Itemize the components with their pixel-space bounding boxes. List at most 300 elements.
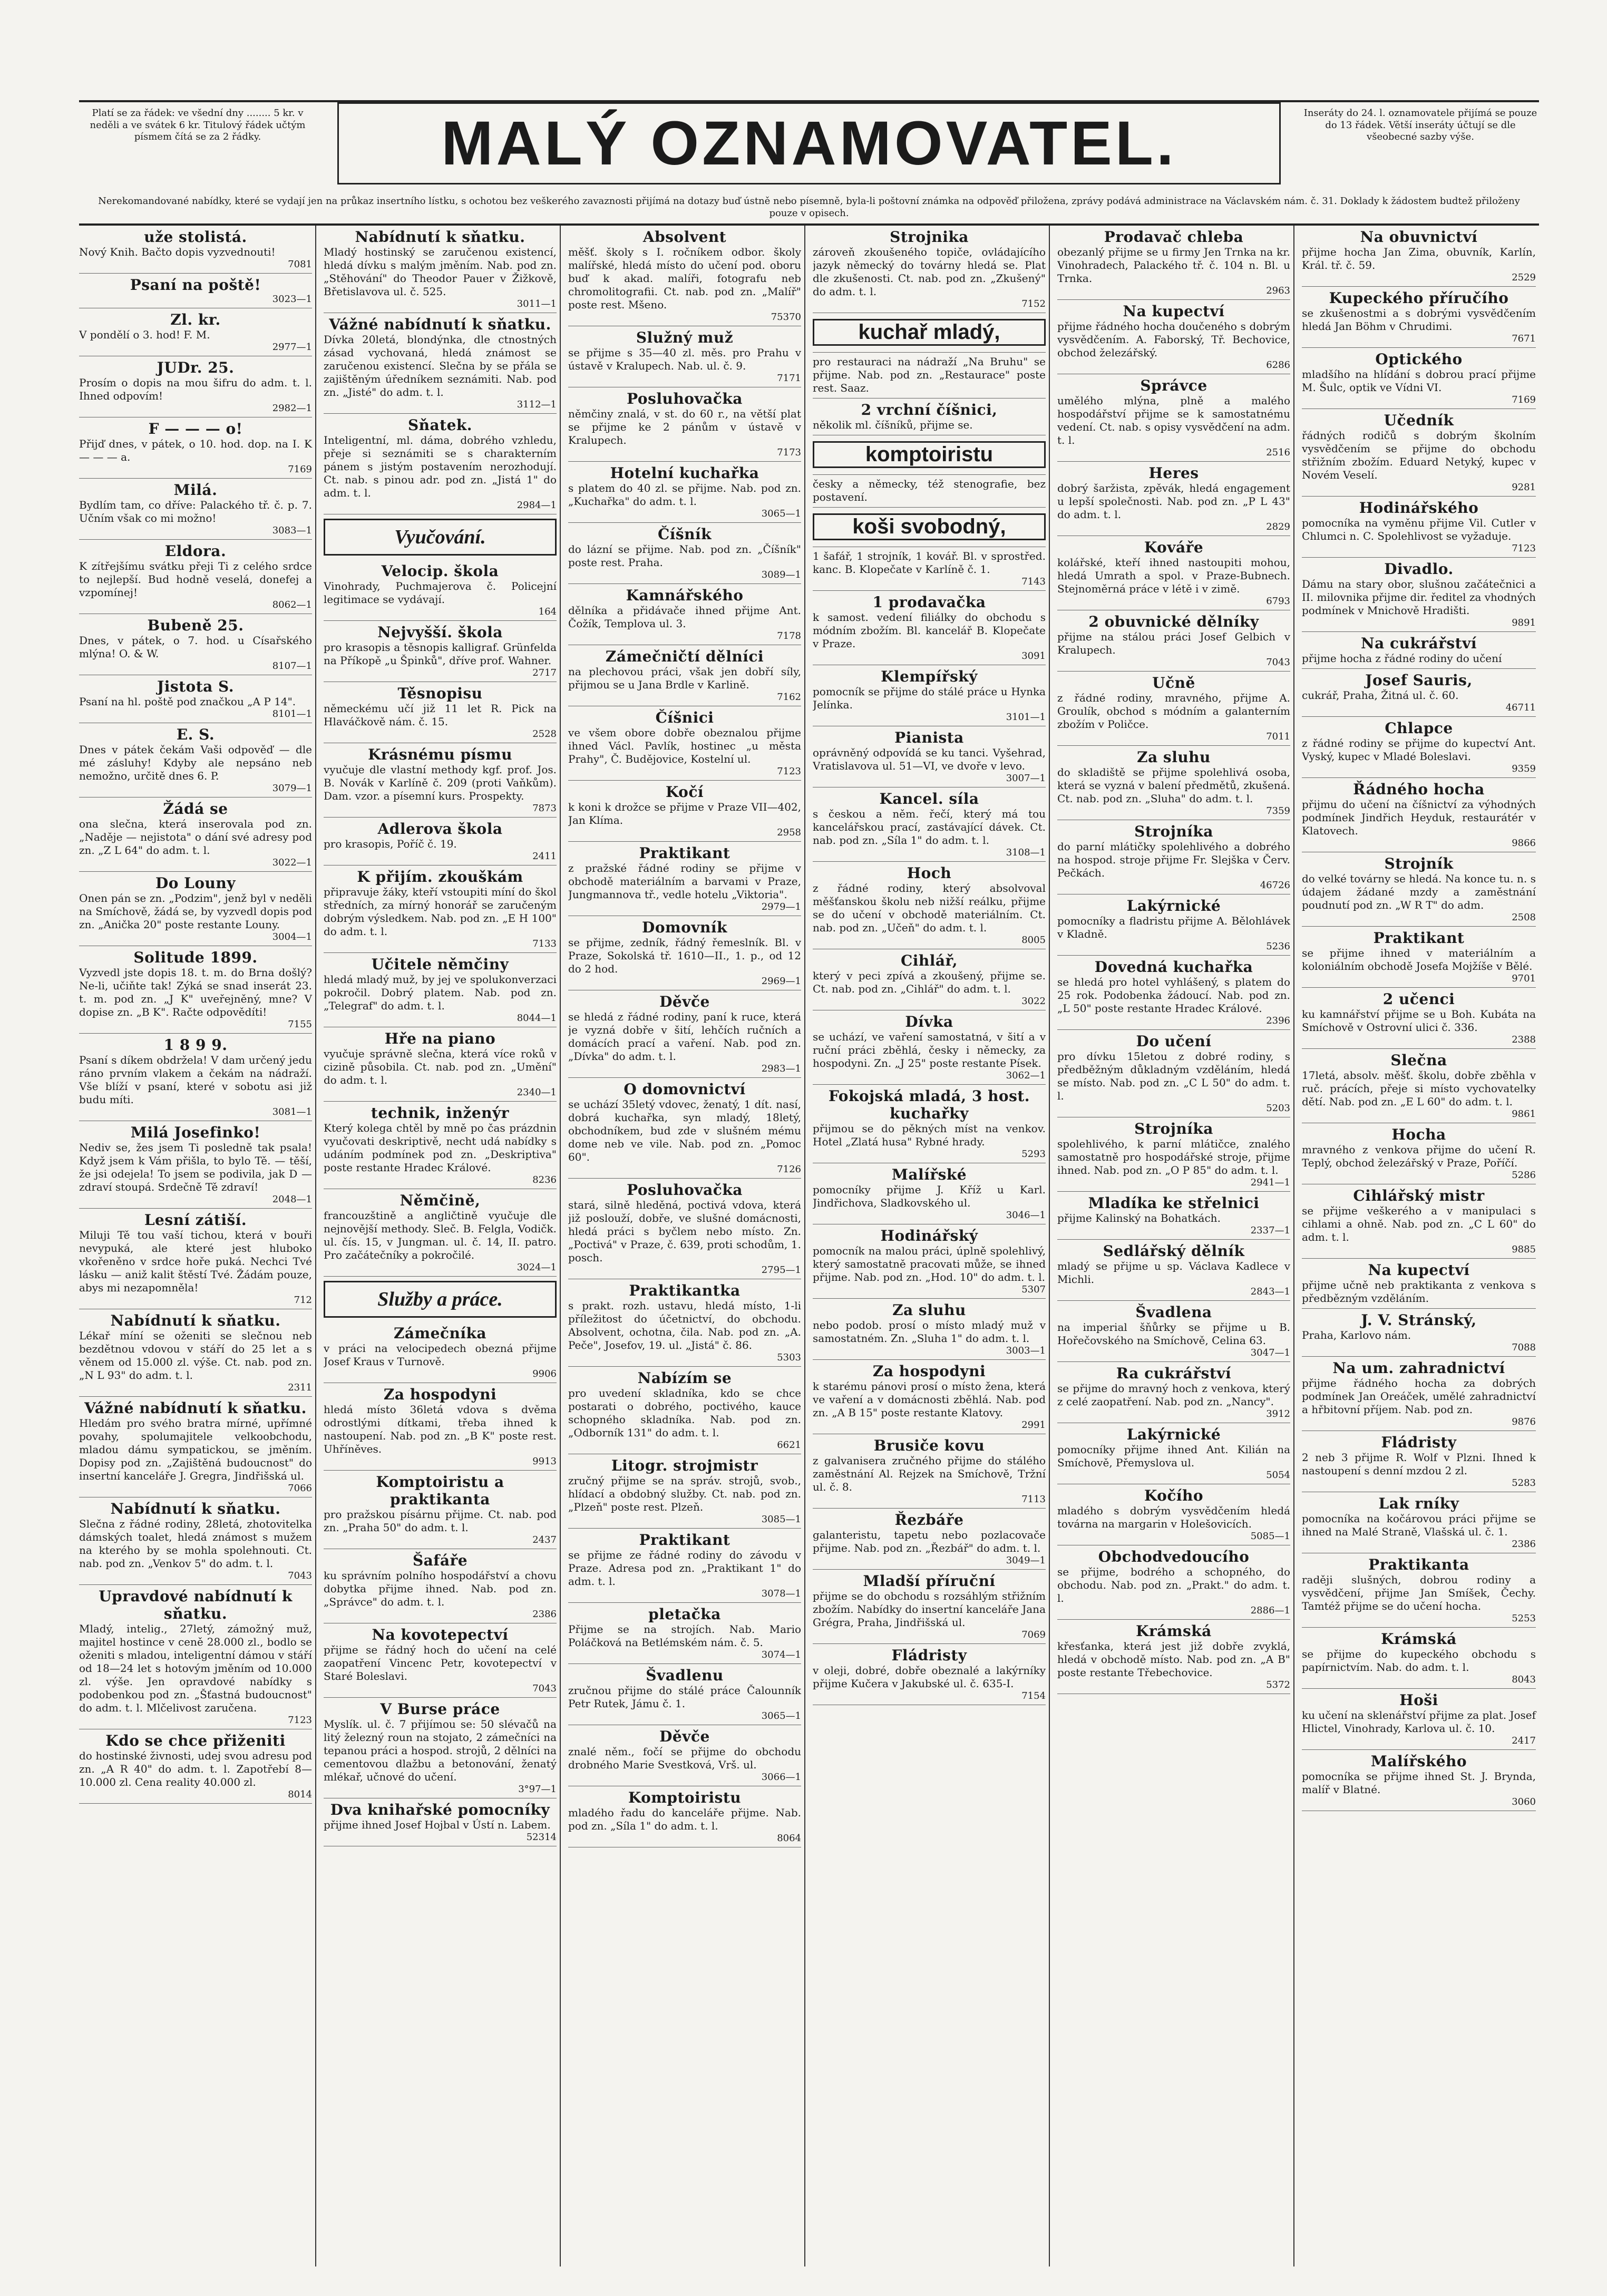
ad-code: 2979—1 [761, 901, 801, 912]
classified-ad [79, 675, 312, 723]
classified-ad [79, 1497, 312, 1585]
ad-text: pomocníky a fladristu přijme A. Bělohlávek v Kladně. [1057, 914, 1290, 940]
ad-headline: Brusiče kovu [873, 1437, 985, 1454]
ad-code: 7143 [1021, 576, 1046, 587]
classified-ad [1057, 226, 1290, 300]
ad-code: 3022 [1021, 996, 1046, 1007]
ad-text: Nediv se, žes jsem Ti posledně tak psala! Když jsem k Vám přišla, to bylo Tě. — těší, že jsi odejela! To jsem se podivila, jak D — zdraví stoupá. Srdečně Tě zdraví! [79, 1141, 312, 1193]
ad-headline: Praktikanta [1368, 1556, 1469, 1573]
ad-headline: Hodinářského [1359, 499, 1479, 517]
ad-text: s českou a něm. řečí, který má tou kancelářskou prací, zastávající dávek. Ct. nab. pod zn. „Síla 1" do adm. t. l. [813, 808, 1046, 847]
classified-ad [324, 560, 557, 621]
classified-ad [568, 326, 801, 387]
ad-headline: Do učení [1136, 1033, 1212, 1050]
ad-headline: Kočího [1144, 1487, 1204, 1504]
ad-code: 3065—1 [761, 508, 801, 519]
ad-headline: JUDr. 25. [157, 359, 235, 376]
ad-headline: Josef Sauris, [1365, 672, 1473, 689]
ad-text: přijme se do obchodu s rozsáhlým střižním zbožím. Nabídky do insertní kanceláře Jana Grégra, Praha, Jindřišská ul. [813, 1590, 1046, 1629]
ad-text: Bydlím tam, co dříve: Palackého tř. č. p. 7. Učním však co mi možno! [79, 499, 312, 524]
ad-headline: Praktikantka [629, 1282, 741, 1299]
ad-headline: Lakýrnické [1126, 1426, 1221, 1443]
ad-code: 7154 [1021, 1690, 1046, 1701]
ad-headline: Klempířský [881, 668, 978, 685]
classified-ad [324, 1549, 557, 1623]
classified-ad [1057, 1240, 1290, 1301]
classified-ad [813, 475, 1046, 508]
classified-ad [1057, 1030, 1290, 1117]
ad-code: 75370 [771, 312, 801, 323]
ad-text: Psaní s díkem obdržela! V dam určený jedu ráno prvním vlakem a čekám na nádraží. Vše blíží v psaní, které v sobotu asi již budu míti. [79, 1054, 312, 1106]
classified-ad [324, 1698, 557, 1798]
ad-code: 8107—1 [272, 660, 312, 672]
ad-headline: Hoch [907, 864, 952, 882]
classified-ad [324, 1623, 557, 1698]
ad-text: vyučuje dle vlastní methody kgf. prof. Jos. B. Novák v Karlíně č. 209 (proti Vaňkům). Dam. vzor. a písemní kurs. Prospekty. [324, 763, 557, 802]
ad-text: česky a německy, též stenografie, bez postavení. [813, 478, 1046, 503]
ad-code: 7011 [1266, 731, 1290, 742]
ad-headline: Na obuvnictví [1360, 228, 1478, 246]
ad-headline: Švadlenu [646, 1667, 724, 1684]
classified-ad [1302, 927, 1536, 988]
ad-headline: Slečna [1390, 1052, 1447, 1069]
ad-code: 5293 [1021, 1149, 1046, 1160]
ad-text: Myslík. ul. č. 7 přijímou se: 50 slévačů na litý železný roun na stojato, 2 zámečníci na tepanou práci a hospod. strojů, 2 dělníci na cementovou dlažbu a betonování, ženatý mlékař, učnové do učení. [324, 1718, 557, 1783]
ad-code: 9913 [532, 1456, 557, 1467]
ad-text: Mladý, intelig., 27letý, zámožný muž, majitel hostince v ceně 28.000 zl., bodlo se oženiti s mladou, inteligentní dámou v stáří od 18—24 let s hotovým jměním od 10.000 zl. výše. Jen opravdové nabídky s podobenkou pod zn. „Šťastná budoucnost" do adm. t. l. Mlčelivost zaručena. [79, 1622, 312, 1714]
ad-headline: Praktikant [639, 1531, 731, 1549]
ad-code: 2396 [1266, 1015, 1290, 1026]
ad-headline: Za hospodyni [383, 1386, 497, 1403]
ad-text: němčiny znalá, v st. do 60 r., na větší plat se přijme ke 2 pánům v ústavě v Kralupech. [568, 407, 801, 446]
classified-ad [1057, 1192, 1290, 1240]
ad-code: 3079—1 [272, 783, 312, 794]
ad-code: 3004—1 [272, 931, 312, 942]
ad-code: 164 [538, 606, 557, 617]
ad-text: pomocníka se přijme ihned St. J. Brynda, malíř v Blatné. [1302, 1770, 1536, 1796]
ad-text: nebo podob. prosí o místo mladý muž v samostatném. Zn. „Sluha 1" do adm. t. l. [813, 1319, 1046, 1345]
classified-ad [79, 1209, 312, 1309]
classified-ad [324, 1383, 557, 1471]
ad-headline: Ra cukrářství [1116, 1365, 1232, 1382]
ad-text: Miluji Tě tou vaší tichou, která v bouři nevypuká, ale které jest hluboko vkořeněno v srdce hoře puká. Nechci Tvé lásku — aniž kalit štěstí Tvé. Žádám pouze, abys mi nezapomněla! [79, 1229, 312, 1294]
classified-ad [568, 462, 801, 523]
classified-ad [1057, 1117, 1290, 1192]
ad-headline: 2 obuvnické dělníky [1088, 613, 1259, 630]
classified-ad [79, 417, 312, 479]
ad-headline: Litogr. strojmistr [611, 1457, 758, 1474]
ad-code: 9891 [1512, 617, 1536, 628]
ad-code: 3108—1 [1006, 847, 1046, 858]
classified-ad [324, 682, 557, 743]
ad-text: se přijme veškerého a v manipulaci s cihlami a ohně. Nab. pod zn. „C L 60" do adm. t. l. [1302, 1204, 1536, 1243]
ad-headline: V Burse práce [380, 1700, 500, 1718]
column-1 [79, 226, 316, 2266]
ad-headline: Posluhovačka [627, 1181, 743, 1199]
classified-ad [813, 353, 1046, 398]
ad-headline: Strojníka [1134, 1120, 1213, 1137]
ad-text: pomocníky přijme ihned Ant. Kilián na Smíchově, Přemyslova ul. [1057, 1443, 1290, 1469]
ad-text: pro pražskou písárnu přijme. Ct. nab. pod zn. „Praha 50" do adm. t. l. [324, 1508, 557, 1534]
ad-headline: Dva knihařské pomocníky [330, 1801, 550, 1818]
ad-headline: Praktikant [1373, 929, 1465, 947]
ad-headline: Cihlář, [900, 952, 958, 969]
ad-headline: Děvče [659, 1728, 710, 1745]
classified-ad [324, 621, 557, 682]
ad-text: Dnes, v pátek, o 7. hod. u Císařského mlýna! O. & W. [79, 634, 312, 660]
ad-text: několik ml. číšníků, přijme se. [813, 419, 973, 431]
classified-ad [1302, 1309, 1536, 1357]
ad-code: 3046—1 [1006, 1210, 1046, 1221]
ad-text: přijme hocha Jan Zima, obuvník, Karlín, Král. tř. č. 59. [1302, 246, 1536, 271]
ad-text: hledá místo 36letá vdova s dvěma odrostlými dítkami, třeba ihned k nastoupení. Nab. pod zn. „B K" poste rest. Uhříněves. [324, 1403, 557, 1455]
ad-headline: Sedlářský dělník [1103, 1242, 1245, 1260]
ad-text: francouzštině a angličtině vyučuje dle nejnovější methody. Sleč. B. Felgla, Vodičk. ul. čís. 15, v Jungman. ul. č. 14, II. patro. Pro začátečníky a pokročilé. [324, 1209, 557, 1261]
classified-ad [813, 1010, 1046, 1085]
ad-text: se přijme ihned v materiálním a koloniálním obchodě Josefa Mojžíše v Bělé. [1302, 947, 1536, 972]
ad-text: pomocníka na vyměnu přijme Vil. Cutler v Chlumci n. C. Spolehlivost se vyžaduje. [1302, 517, 1536, 542]
ad-headline: Strojník [1384, 855, 1454, 872]
classified-ad [1302, 558, 1536, 632]
ad-headline: Zámečničtí dělníci [605, 648, 764, 665]
classified-ad [79, 1309, 312, 1397]
ad-code: 7123 [288, 1715, 312, 1726]
ad-text: se hledá z řádné rodiny, paní k ruce, která je vyzná dobře v šití, lehčích ručních a domácích prací a vaření. Nab. pod zn. „Dívka" do adm. t. l. [568, 1010, 801, 1063]
ad-code: 2983—1 [761, 1063, 801, 1074]
ad-code: 2991 [1021, 1419, 1046, 1431]
ad-code: 3007—1 [1006, 773, 1046, 784]
classified-ad [1302, 778, 1536, 852]
classified-ad [79, 614, 312, 675]
classified-ad [1302, 1431, 1536, 1492]
ad-headline: Milá. [173, 481, 218, 499]
ad-code: 8005 [1021, 935, 1046, 946]
ad-headline: Šafáře [412, 1552, 468, 1569]
ad-text: mladého řadu do kanceláře přijme. Nab. pod zn. „Síla 1" do adm. t. l. [568, 1806, 801, 1832]
classified-ad [324, 1102, 557, 1189]
ad-text: stará, silně hleděná, poctivá vdova, která již poslouží, dobře, ve slušné domácnosti, hledá práci s byčlem nebo místo. Zn. „Poctivá" v Praze, č. 639, proti schodům, 1. posch. [568, 1199, 801, 1264]
ad-headline: Mladší příruční [863, 1572, 996, 1590]
ad-headline: Optického [1375, 351, 1463, 368]
classified-ad [568, 990, 801, 1078]
ad-code: 7043 [1266, 657, 1290, 668]
classified-ad [1302, 1259, 1536, 1309]
ad-text: Mladý hostinský se zaručenou existencí, hledá dívku s malým jměním. Nab. pod zn. „Stěhování" do Theodor Pauer v Žižkově, Břetislavova ul. č. 525. [324, 246, 557, 298]
ad-code: 3101—1 [1006, 712, 1046, 723]
classified-ad [1057, 820, 1290, 894]
classified-ad [1302, 226, 1536, 287]
ad-text: Slečna z řádné rodiny, 28letá, zhotovitelka dámských toalet, hledá známost s mužem na kterého by se mohla spolehnouti. Ct. nab. pod zn. „Venkov 5" do adm. t. l. [79, 1517, 312, 1570]
ad-headline: Vážné nabídnutí k sňatku. [329, 316, 551, 333]
ad-code: 2528 [532, 728, 557, 740]
ad-headline: Za hospodyni [872, 1363, 986, 1380]
ad-code: 5372 [1266, 1679, 1290, 1690]
ad-headline: Posluhovačka [627, 390, 743, 407]
ad-headline: Číšnici [655, 709, 714, 726]
ad-text: pro krasopis a těsnopis kalligraf. Grünfelda na Příkopě „u Špinků", dříve prof. Wahner. [324, 641, 557, 667]
ad-text: V pondělí o 3. hod! F. M. [79, 328, 210, 341]
ad-text: kolářské, kteří ihned nastoupiti mohou, hledá Umrath a spol. v Praze-Bubnech. Stejnoměrná práce v létě i v zimě. [1057, 556, 1290, 595]
classified-ad [568, 387, 801, 462]
ad-text: k koni k drožce se přijme v Praze VII—402, Jan Klíma. [568, 801, 801, 826]
classified-ad [813, 508, 1046, 547]
ad-headline: Eldora. [164, 542, 227, 560]
ad-code: 3024—1 [517, 1262, 557, 1273]
ad-code: 3083—1 [272, 525, 312, 536]
ad-code: 7171 [777, 373, 801, 384]
ad-text: se přijme, zedník, řádný řemeslník. Bl. v Praze, Sokolská tř. 1610—II., 1. p., od 12 do 2 hod. [568, 936, 801, 975]
ad-code: 6793 [1266, 596, 1290, 607]
ad-text: připravuje žáky, kteří vstoupiti míní do škol středních, za mírný honorář se zaručeným dobrým výsledkem. Nab. pod zn. „E H 100" do adm. t. l. [324, 886, 557, 938]
ad-headline: Strojníka [1134, 823, 1213, 840]
ad-text: přijme ihned Josef Hojbal v Ústí n. Labem. [324, 1818, 551, 1831]
classified-ad [324, 1189, 557, 1277]
ad-code: 6286 [1266, 359, 1290, 371]
ad-headline: Strojnika [890, 228, 969, 246]
classified-ad [1057, 1545, 1290, 1620]
ad-code: 3060 [1512, 1796, 1536, 1807]
ad-headline: Psaní na poště! [130, 276, 261, 294]
classified-ad [1057, 894, 1290, 956]
ad-text: přijme řádného hocha doučeného s dobrým vysvědčením. A. Faborský, Tř. Bechovice, obchod železářský. [1057, 320, 1290, 359]
classified-ad [1057, 1423, 1290, 1484]
ad-text: 2 neb 3 přijme R. Wolf v Plzni. Ihned k nastoupení s denní mzdou 2 zl. [1302, 1451, 1536, 1477]
ad-text: z řádné rodiny, mravného, přijme A. Groulík, obchod s módním a galanterním zbožím v Poličce. [1057, 692, 1290, 731]
ad-code: 2886—1 [1250, 1605, 1290, 1616]
ad-code: 7155 [288, 1019, 312, 1030]
ad-code: 2717 [532, 667, 557, 678]
classified-ad [568, 706, 801, 781]
ad-code: 2941—1 [1250, 1177, 1290, 1188]
classified-ad [1302, 1492, 1536, 1553]
ad-text: na plechovou práci, však jen dobří síly, přijmou se u Jana Brdle v Karlině. [568, 665, 801, 691]
ad-text: přijme řádného hocha za dobrých podmínek Jan Oreáček, umělé zahradnictví a hřbitovní příjem. Nab. pod zn. [1302, 1377, 1536, 1416]
ad-headline: Kočí [665, 783, 704, 801]
classified-ad [568, 1179, 801, 1279]
ad-headline: Nabízím se [637, 1369, 732, 1387]
ad-headline: 1 8 9 9. [163, 1036, 228, 1054]
ad-text: přijmu do učení na číšnictví za výhodných podmínek Jindřich Heyduk, restaurátér v Klatovech. [1302, 798, 1536, 837]
classified-ad [813, 591, 1046, 665]
ad-headline: Obchodvedoucího [1098, 1548, 1250, 1565]
classified-ad [79, 872, 312, 946]
ad-code: 3023—1 [272, 294, 312, 305]
classified-ad [813, 949, 1046, 1010]
classified-ad [568, 1279, 801, 1367]
classified-ad [79, 1729, 312, 1804]
ad-headline: Hocha [1391, 1126, 1446, 1143]
ad-headline: Nabídnutí k sňatku. [110, 1500, 281, 1517]
ad-headline: Učedník [1384, 412, 1454, 429]
ad-headline: Švadlena [1135, 1303, 1212, 1321]
classified-ad [1302, 497, 1536, 558]
classified-ad [813, 398, 1046, 435]
ad-code: 2982—1 [272, 403, 312, 414]
ad-text: se uchází 35letý vdovec, ženatý, 1 dít. nasí, dobrá kuchařka, syn mladý, 18letý, obchodníkem, bud zde v slušném mému dome neb ve vile. Nab. pod zn. „Pomoc 60". [568, 1098, 801, 1163]
classified-ad [813, 665, 1046, 726]
ad-text: oprávněný odpovídá se ku tanci. Vyšehrad, Vratislavova ul. 51—VI, ve dvoře v levo. [813, 746, 1046, 772]
classified-ad [79, 356, 312, 417]
ad-code: 2508 [1512, 912, 1536, 923]
classified-ad [568, 781, 801, 842]
ad-code: 5303 [777, 1352, 801, 1363]
ad-text: Lékař míní se oženiti se slečnou neb bezdětnou vdovou v stáří do 25 let a s věnem od 15.000 zl. výše. Ct. nab. pod zn. „N L 93" do adm. t. l. [79, 1329, 312, 1382]
classified-ad [568, 1725, 801, 1786]
ad-headline: Krámská [1381, 1630, 1457, 1648]
ad-code: 3078—1 [761, 1588, 801, 1599]
ad-code: 7133 [532, 938, 557, 949]
ad-text: mladého s dobrým vysvědčením hledá továrna na margarin v Holešovicích. [1057, 1504, 1290, 1530]
ad-code: 7169 [1512, 394, 1536, 405]
ad-text: zručnou přijme do stálé práce Čalounník Petr Rutek, Jámu č. 1. [568, 1684, 801, 1710]
ad-text: spolehlivého, k parní mlátičce, znalého samostatně pro hospodářské stroje, přijme ihned. Nab. pod zn. „O P 85" do adm. t. l. [1057, 1137, 1290, 1176]
classified-ad [79, 479, 312, 540]
ad-code: 2977—1 [272, 342, 312, 353]
ad-text: do parní mlátičky spolehlivého a dobrého na hospod. stroje přijme Fr. Slejška v Červ. Pečkách. [1057, 840, 1290, 879]
classified-ad [1057, 374, 1290, 462]
ad-headline: technik, inženýr [371, 1104, 510, 1122]
ad-headline: Na kupectví [1123, 303, 1225, 320]
ad-code: 3047—1 [1250, 1347, 1290, 1358]
ad-code: 7113 [1021, 1494, 1046, 1505]
ad-code: 3091 [1021, 650, 1046, 661]
ad-headline: Učně [1152, 674, 1195, 692]
classified-ad [1302, 1628, 1536, 1689]
ad-text: raději slušných, dobrou rodiny a vysvědčení, přijme Jan Smíšek, Čechy. Tamtéž přijme se do učení hocha. [1302, 1573, 1536, 1612]
ad-headline: 1 prodavačka [872, 594, 986, 611]
classified-ad [324, 865, 557, 953]
classified-ad [1302, 348, 1536, 409]
ad-headline: Na kupectví [1368, 1261, 1470, 1279]
classified-ad [79, 540, 312, 614]
classified-ad [1302, 409, 1536, 497]
classified-ad [324, 818, 557, 865]
classified-ad [1057, 610, 1290, 672]
classified-ad [568, 584, 801, 645]
ad-code: 8101—1 [272, 708, 312, 719]
ad-text: přijme na stálou práci Josef Gelbich v Kralupech. [1057, 630, 1290, 656]
ad-headline: Bubeně 25. [147, 617, 244, 634]
ad-code: 2340—1 [517, 1087, 557, 1098]
column-2 [324, 226, 561, 2266]
ad-code: 7173 [777, 447, 801, 458]
ad-text: mladšího na hlídání s dobrou prací přijme M. Šulc, optik ve Vídni VI. [1302, 368, 1536, 394]
ad-code: 3112—1 [517, 399, 557, 410]
ad-code: 46726 [1260, 880, 1290, 891]
ad-text: 1 šafář, 1 strojník, 1 kovář. Bl. v sprostřed. kanc. B. Klopečate v Karlíně č. 1. [813, 550, 1046, 576]
ad-headline: Do Louny [155, 874, 236, 892]
ad-headline: Fládristy [891, 1647, 967, 1664]
ad-code: 8064 [777, 1833, 801, 1844]
ad-headline: Číšník [657, 526, 712, 543]
ad-code: 5203 [1266, 1103, 1290, 1114]
classified-ad [1302, 988, 1536, 1049]
classified-ad [324, 414, 557, 514]
ad-text: z galvanisera zručného přijme do stálého zaměstnání Al. Rejzek na Smíchově, Tržní ul. č. 8. [813, 1454, 1046, 1493]
ad-headline: Kamnářského [626, 587, 744, 604]
ad-headline: Mladíka ke střelnici [1088, 1194, 1260, 1212]
ad-text: pomocník na malou práci, úplně spolehlivý, který samostatně pracovati může, se ihned přijme. Nab. pod zn. „Hod. 10" do adm. t. l. [813, 1244, 1046, 1283]
ad-headline: 2 vrchní číšnici, [861, 401, 998, 419]
ad-code: 9281 [1512, 482, 1536, 493]
ad-text: Dnes v pátek čekám Vaši odpověď — dle mé zásluhy! Kdyby ale nepsáno neb nemožno, určitě dnes 6. P. [79, 743, 312, 782]
ad-code: 2969—1 [761, 976, 801, 987]
classified-ad [79, 274, 312, 308]
ad-text: pro dívku 15letou z dobré rodiny, s předběžným důkladným vzděláním, hledá se místo. Nab. pod zn. „C L 50" do adm. t. l. [1057, 1050, 1290, 1102]
ad-text: se přijme s 35—40 zl. měs. pro Prahu v ústavě v Kralupech. Nab. ul. č. 9. [568, 346, 801, 372]
ad-text: se přijme, bodrého a schopného, do obchodu. Nab. pod zn. „Prakt." do adm. t. l. [1057, 1565, 1290, 1604]
classified-ad [1302, 852, 1536, 927]
ad-code: 7671 [1512, 333, 1536, 344]
classified-ad [568, 842, 801, 916]
ad-text: K zítřejšímu svátku přeji Ti z celého srdce to nejlepší. Bud hodně veselá, donefej a vzpomínej! [79, 560, 312, 599]
ad-code: 3065—1 [761, 1710, 801, 1721]
ad-code: 3°97—1 [518, 1784, 557, 1795]
ad-code: 9866 [1512, 838, 1536, 849]
classified-ad [1302, 1049, 1536, 1123]
ad-headline: Upravdové nabídnutí k sňatku. [99, 1588, 293, 1622]
classified-ad [1302, 632, 1536, 669]
ad-headline: Nabídnutí k sňatku. [110, 1312, 281, 1329]
ad-text: zručný přijme se na správ. strojů, svob., hlídací a obdobný služby. Ct. nab. pod zn. „Plzeň" poste rest. Plzeň. [568, 1474, 801, 1513]
ad-headline: Lakýrnické [1126, 897, 1221, 914]
ad-headline: Jistota S. [157, 678, 235, 695]
classified-ad [79, 1397, 312, 1497]
classified-ad [1302, 1123, 1536, 1184]
ad-headline: Absolvent [642, 228, 727, 246]
ad-headline: Řezbáře [894, 1511, 964, 1529]
ad-code: 5286 [1512, 1170, 1536, 1181]
ad-text: Psaní na hl. poště pod značkou „A P 14". [79, 695, 296, 708]
ad-headline: Praktikant [639, 844, 731, 862]
ad-code: 7066 [288, 1483, 312, 1494]
ad-code: 7152 [1021, 298, 1046, 309]
ad-code: 8062—1 [272, 599, 312, 610]
ad-text: Přijme se na strojích. Nab. Mario Poláčková na Betlémském nám. č. 5. [568, 1623, 801, 1649]
masthead [79, 100, 1539, 226]
ad-code: 2337—1 [1250, 1225, 1290, 1236]
ad-code: 7088 [1512, 1342, 1536, 1353]
ad-code: 2958 [777, 827, 801, 838]
ad-code: 3003—1 [1006, 1345, 1046, 1356]
ad-text: umělého mlýna, plně a malého hospodářství přijme se k samostatnému vedení. Ct. nab. s opisy vysvědčení na adm. t. l. [1057, 394, 1290, 446]
ad-text: řádných rodičů s dobrým školním vysvědčením se přijme do obchodu střižním zbožím. Eduard Netyký, kupec v Novém Veselí. [1302, 429, 1536, 481]
classified-ad [568, 1786, 801, 1847]
ad-text: v oleji, dobré, dobře obeznalé a lakýrníky přijme Kučera v Jakubské ul. č. 635-I. [813, 1664, 1046, 1690]
ad-headline: 2 učenci [1382, 990, 1455, 1008]
ad-text: s platem do 40 zl. se přijme. Nab. pod zn. „Kuchařka" do adm. t. l. [568, 482, 801, 508]
ad-text: pro krasopis, Poříč č. 19. [324, 838, 457, 850]
classified-ad [1057, 1362, 1290, 1423]
ad-text: vyučuje správně slečna, která více roků v cizině působila. Ct. nab. pod zn. „Umění" do adm. t. l. [324, 1047, 557, 1086]
ad-code: 3062—1 [1006, 1070, 1046, 1081]
ad-headline: O domovnictví [624, 1081, 746, 1098]
ad-headline: Milá Josefinko! [130, 1124, 261, 1141]
ad-headline: Hodinářský [880, 1227, 978, 1244]
ad-text: do lázní se přijme. Nab. pod zn. „Číšník" poste rest. Praha. [568, 543, 801, 569]
ad-code: 7043 [532, 1683, 557, 1694]
classified-ad [324, 1322, 557, 1383]
ad-text: z řádné rodiny se přijme do kupectví Ant. Vyský, kupec v Mladé Boleslavi. [1302, 737, 1536, 763]
ad-code: 52314 [526, 1832, 557, 1843]
classified-ad [1302, 287, 1536, 348]
boxed-headline: komptoiristu [813, 441, 1046, 468]
ad-text: ona slečna, která inserovala pod zn. „Naděje — nejistota" o dání své adresy pod zn. „Z L 64" do adm. t. l. [79, 818, 312, 857]
classified-ad [1302, 1357, 1536, 1431]
ad-headline: Kováře [1144, 539, 1204, 556]
ad-code: 2386 [532, 1609, 557, 1620]
ad-code: 7123 [1512, 543, 1536, 554]
